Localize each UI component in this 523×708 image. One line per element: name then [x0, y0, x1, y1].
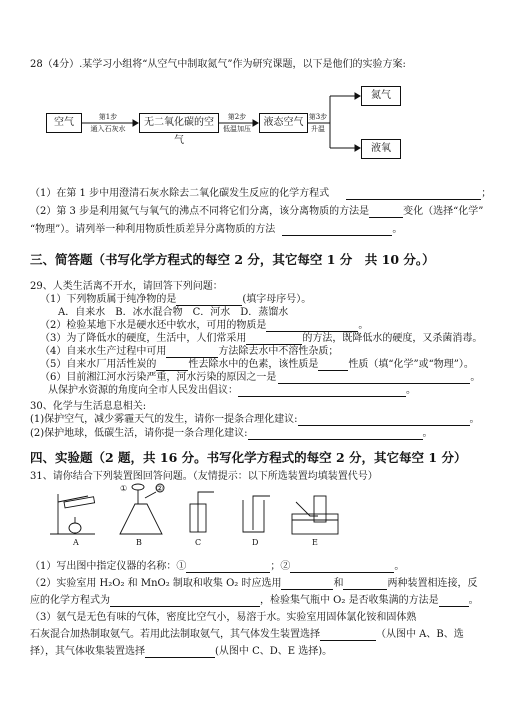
q28-part1-end: ；: [481, 188, 492, 199]
q31-part2a: [30, 577, 477, 590]
q31-part2a-end: 两种装置相连接，反: [387, 578, 478, 589]
q29-blank-1[interactable]: [176, 294, 242, 306]
flow-box-liquid-air: 液态空气: [259, 113, 308, 133]
q28-part2c-text: “物理”）。请列举一种利用物质性质差异分离物质的方法: [30, 224, 276, 235]
q30-blank-1[interactable]: [298, 414, 470, 426]
q31-blank-6[interactable]: [439, 595, 469, 607]
flow-step2-label: 第2步: [227, 113, 247, 121]
q28-part2a: [30, 205, 483, 218]
q28-part1: [30, 187, 491, 200]
flow-step3-sub: 升温: [311, 125, 325, 133]
flow-step1-sub: 通入石灰水: [90, 125, 126, 133]
q29-line5-end: 性质（填“化学”或“物理”）。: [348, 359, 474, 370]
q31-part2b-end: 。: [468, 595, 479, 606]
q29-line5-text: （5）自来水厂用活性炭的: [40, 359, 157, 370]
q30-blank-2[interactable]: [248, 428, 423, 440]
q29-line7: [48, 384, 416, 397]
q29-line3-text: （3）为了降低水的硬度，生活中，人们常采用: [40, 333, 247, 344]
q29-line6-text: （6）目前湘江河水污染严重，河水污染的原因之一是: [40, 372, 277, 383]
q31-part1-mid: ；②: [270, 561, 291, 572]
q29-stem: 29、人类生活离不开水，请回答下列问题：: [30, 281, 223, 292]
q29-blank-3[interactable]: [246, 333, 302, 345]
q28-part1-text: （1）在第 1 步中用澄清石灰水除去二氧化碳发生反应的化学方程式: [30, 188, 330, 199]
q31-part3a: （3）氨气是无色有味的气体，密度比空气小，易溶于水。实验室用固体氯化铵和固体熟: [30, 612, 417, 623]
q29-line3: [40, 332, 482, 345]
q29-blank-8[interactable]: [238, 385, 406, 397]
q28-intro: 28（4分）.某学习小组将“从空气中制取氮气”作为研究课题，以下是他们的实验方案:: [30, 59, 406, 70]
q29-line5: [40, 358, 474, 371]
q29-line6: [40, 371, 480, 384]
q29-options: A．自来水 B．冰水混合物 C．河水 D．蒸馏水: [58, 307, 289, 318]
flow-arrows: [0, 0, 523, 180]
q30-part1-end: 。: [469, 414, 480, 425]
q31-part2b: [30, 594, 479, 607]
flow-step1-label: 第1步: [98, 113, 118, 121]
q31-part1-end: 。: [394, 561, 405, 572]
q30-part2-text: (2)保护地球，低碳生活，请你提一条合理化建议:: [30, 428, 248, 439]
q28-part2b-text: 变化（选择“化学”: [403, 206, 484, 217]
q29-blank-4[interactable]: [166, 346, 218, 358]
q29-line2-end: 。: [358, 320, 369, 331]
apparatus-drawing: [0, 482, 523, 540]
q28-answer-blank-2[interactable]: [369, 206, 403, 218]
section3-title: 三、简答题（书写化学方程式的每空 2 分，其它每空 1 分 共 10 分。）: [30, 252, 435, 267]
q31-part3c-end: (从图中 C、D、E 选择)。: [215, 646, 333, 657]
q29-line1: [40, 293, 311, 306]
q28-part2a-text: （2）第 3 步是利用氮气与氧气的沸点不同将它们分离，该分离物质的方法是: [30, 206, 370, 217]
q30-part1: [30, 413, 480, 426]
flow-box-no-co2-air: 无二氧化碳的空气: [139, 113, 219, 133]
q31-part1: [30, 560, 404, 573]
q31-blank-2[interactable]: [290, 561, 394, 573]
flow-step2-sub: 低温加压: [223, 125, 251, 133]
q31-part3c: [30, 645, 332, 658]
q30-stem: 30、化学与生活息息相关:: [30, 401, 147, 412]
apparatus-label-c: C: [195, 538, 202, 547]
flow-box-liquid-oxygen: 液氧: [361, 139, 401, 159]
q29-line4-text: （4）自来水生产过程中可用: [40, 346, 167, 357]
q29-line3-end: 的方法，既降低水的硬度，又杀菌消毒。: [302, 333, 483, 344]
q31-blank-4[interactable]: [343, 578, 387, 590]
q31-part3c-text: 择），其气体收集装置选择: [30, 646, 145, 657]
apparatus-label-e: E: [312, 538, 318, 547]
section4-title: 四、实验题（2 题，共 16 分。书写化学方程式的每空 2 分，其它每空 1 分）: [30, 450, 467, 465]
q31-blank-3[interactable]: [281, 578, 333, 590]
apparatus-label-a: A: [73, 538, 79, 547]
q29-line1-end: (填字母序号）。: [242, 294, 312, 305]
q31-part2a-mid: 和: [333, 578, 344, 589]
q29-line1-text: （1）下列物质属于纯净物的是: [40, 294, 177, 305]
q28-answer-blank-3[interactable]: [282, 224, 392, 236]
q31-stem: 31、请你结合下列装置图回答问题。（友情提示：以下所选装置均填装置代号）: [30, 471, 378, 482]
q31-part3b: [30, 628, 464, 641]
q31-blank-5[interactable]: [110, 595, 260, 607]
q31-blank-7[interactable]: [320, 629, 376, 641]
q29-line7-end: 。: [406, 385, 416, 396]
q29-blank-7[interactable]: [278, 372, 470, 384]
q29-line4: [40, 345, 338, 358]
q31-part3b-text: 石灰混合加热制取氨气。若用此法制取氨气，其气体发生装置选择: [30, 629, 320, 640]
flow-box-air: 空气: [46, 113, 82, 133]
q31-blank-8[interactable]: [145, 646, 215, 658]
apparatus-label-d: D: [252, 538, 259, 547]
q29-line2-text: （2）检验某地下水是硬水还中软水，可用的物质是: [40, 320, 267, 331]
q29-blank-5[interactable]: [156, 359, 188, 371]
q31-blank-1[interactable]: [186, 561, 270, 573]
flow-box-nitrogen: 氮气: [361, 86, 401, 106]
q30-part2: [30, 427, 433, 440]
q29-line5-mid: 性去除水中的色素，该性质是: [188, 359, 319, 370]
flow-step3-label: 第3步: [308, 113, 328, 121]
q31-part2b-mid: ，检验集气瓶中 O₂ 是否收集满的方法是: [260, 595, 439, 606]
callout-1: ①: [120, 484, 128, 493]
q28-part2c: [30, 223, 402, 236]
q31-part1-text: （1）写出图中指定仪器的名称：①: [30, 561, 187, 572]
q30-part2-end: 。: [422, 428, 433, 439]
q29-line4-end: 方法除去水中不溶性杂质；: [218, 346, 339, 357]
q31-part3b-end: （从图中 A、B、选: [376, 629, 464, 640]
q29-blank-6[interactable]: [318, 359, 348, 371]
callout-2: ②: [156, 484, 164, 493]
q28-part2c-end: 。: [392, 224, 403, 235]
q31-part2b-text: 应的化学方程式为: [30, 595, 110, 606]
q30-part1-text: (1)保护空气，减少雾霾天气的发生，请你一提条合理化建议:: [30, 414, 298, 425]
q31-part2a-text: （2）实验室用 H₂O₂ 和 MnO₂ 制取和收集 O₂ 时应选用: [30, 578, 282, 589]
apparatus-label-b: B: [136, 538, 142, 547]
q29-line2: [40, 319, 368, 332]
q28-answer-blank-1[interactable]: [346, 188, 481, 200]
q29-line7-text: 从保护水资源的角度向全市人民发出倡议：: [48, 385, 238, 396]
q29-line6-end: 。: [470, 372, 481, 383]
q29-blank-2[interactable]: [266, 320, 358, 332]
